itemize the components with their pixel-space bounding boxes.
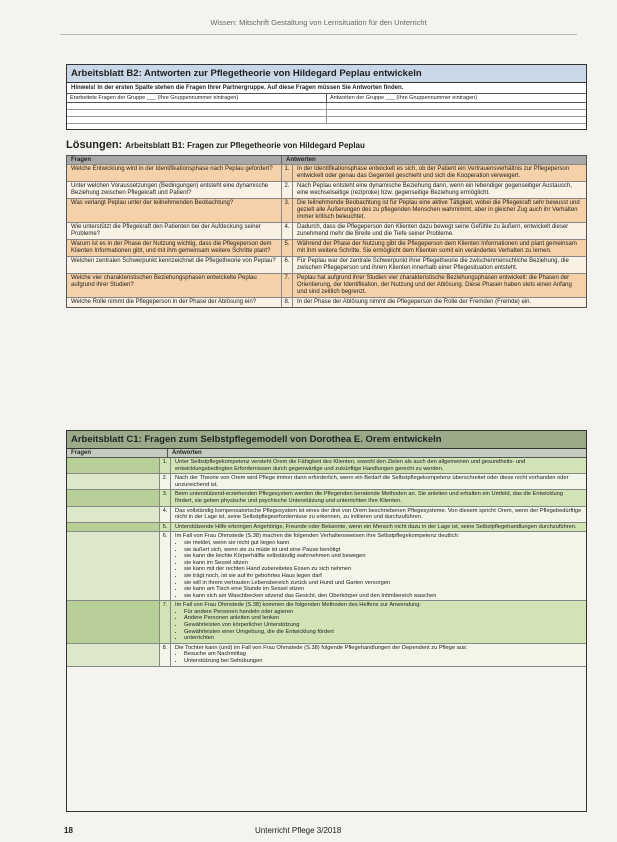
blank-question-cell — [67, 601, 160, 643]
worksheet-b2-hint: Hinweis! In der ersten Spalte stehen die Fragen Ihrer Partnergruppe. Auf diese Fragen müssen Sie Antworten finden. — [71, 85, 404, 91]
list-item: • sie trägt noch, ist sie auf ihr gebohrtes Haus legen darf — [184, 573, 582, 580]
list-item: • Gewährleisten einer Umgebung, die die Entwicklung fördert — [184, 629, 582, 636]
table-row — [67, 297, 586, 307]
table-row — [67, 523, 586, 533]
answer-number: 4. — [282, 223, 293, 239]
worksheet-b2-title: Arbeitsblatt B2: Antworten zur Pflegetheorie von Hildegard Peplau entwickeln — [67, 65, 586, 83]
answer-number: 7. — [282, 274, 293, 297]
worksheet-b2-col-questions: Erarbeitete Fragen der Gruppe ___ (Ihre Gruppennummer eintragen) — [67, 94, 327, 102]
answer-number: 2. — [160, 474, 171, 489]
table-row — [67, 490, 586, 506]
table-row — [67, 507, 586, 523]
answer-number: 1. — [160, 458, 171, 473]
answer-cell: Nach Peplau entsteht eine dynamische Beziehung dann, wenn ein lebendiger gegenseitiger Austausch, eine wechselseitige (reziproke) bzw. gegenseitige Beziehung ermöglicht. — [297, 183, 572, 196]
answer-number: 1. — [282, 165, 293, 181]
question-cell: Welchen zentralen Schwerpunkt kennzeichnet die Pflegetheorie von Peplau? — [67, 257, 282, 273]
solutions-table — [66, 155, 587, 308]
answer-number: 3. — [160, 490, 171, 505]
worksheet-c1 — [66, 430, 587, 812]
list-item: • sie will in ihrem vertrauten Lebensbereich zurück und Hund und Garten versorgen — [184, 580, 582, 587]
table-row — [67, 198, 586, 222]
answer-number: 5. — [282, 240, 293, 256]
list-item: • Gewährleisten von körperlicher Unterstützung — [184, 622, 582, 629]
blank-question-cell — [67, 523, 160, 532]
blank-question-cell — [67, 474, 160, 489]
running-header: Wissen: Mitschrift Gestaltung von Lernsituation für den Unterricht — [210, 18, 427, 27]
list-item: • Andere Personen anleiten und lenken — [184, 615, 582, 622]
blank-question-cell — [67, 458, 160, 473]
answer-number: 6. — [282, 257, 293, 273]
answer-cell: Dadurch, dass die Pflegeperson den Klienten dazu bewegt seine Gefühle zu äußern, entwickelt dieser zunehmend mehr die Breite und die Tiefe seiner Probleme. — [297, 224, 569, 237]
list-item: • unterrichten — [184, 635, 582, 642]
answer-number: 5. — [160, 523, 171, 532]
answer-text: Unterstützende Hilfe erbringen Angehörige, Freunde oder Bekannte, wenn ein Mensch nicht dazu in der Lage ist, seine Selbstpflegehandlungen durchzuführen. — [175, 523, 577, 530]
answer-cell: In der Identifikationsphase entwickelt es sich, ob der Patient ein Vertrauensverhältnis zur Pflegeperson entwickelt oder genau das Gegenteil geschieht und sich die Kooperation verweigert. — [297, 166, 570, 179]
question-cell: Unter welchen Voraussetzungen (Bedingungen) entsteht eine dynamische Beziehung zwischen Pflegekraft und Patient? — [67, 182, 282, 198]
worksheet-b2-blank-row — [67, 110, 586, 117]
list-item: • sie kann die leichte Körperhälfte selbständig wahrnehmen und bewegen — [184, 553, 582, 560]
question-cell: Welche Rolle nimmt die Pflegeperson in der Phase der Ablösung ein? — [67, 298, 282, 307]
worksheet-b2-header — [67, 93, 586, 103]
answer-cell: Die teilnehmende Beobachtung ist für Peplau eine aktive Tätigkeit, wobei die Pflegekraft sehr bewusst und gezielt alle Äußerungen des zu pflegenden Menschen wahrnimmt, aber in gleicher Zug auch ihr Verhalten immer kritisch beleuchtet. — [297, 200, 580, 220]
worksheet-c1-header — [67, 449, 586, 458]
question-cell: Welche vier charakteristischen Beziehungsphasen entwickelte Peplau aufgrund ihrer Studien? — [67, 274, 282, 297]
list-item: • Unterstützung bei Sehübungen — [184, 658, 582, 665]
answer-number: 3. — [282, 199, 293, 222]
table-row — [67, 222, 586, 239]
answer-text: Unter Selbstpflegekompetenz versteht Orem die Fähigkeit des Klienten, sowohl den Zielen als auch den allgemeinen und gesundheits- und entwicklungsbedingten Erfordernissen durch gegenwärtige und zukünftige Handlungen gerecht zu werden. — [175, 459, 526, 472]
solutions-title — [66, 139, 365, 151]
worksheet-c1-title: Arbeitsblatt C1: Fragen zum Selbstpflegemodell von Dorothea E. Orem entwickeln — [67, 431, 586, 449]
list-item: • sie meldet, wenn sie nicht gut liegen kann — [184, 540, 582, 547]
answer-number: 2. — [282, 182, 293, 198]
answer-cell: Während der Phase der Nutzung gibt die Pflegeperson dem Klienten Informationen und plant gemeinsam mit ihm weitere Schritte. Sie ermöglicht dem Klienten somit ein verändertes Verhalten zu lernen. — [297, 241, 577, 254]
answer-cell — [171, 490, 586, 505]
table-row — [67, 644, 586, 667]
table-row — [67, 474, 586, 490]
answer-cell — [171, 601, 586, 643]
list-item: • Besuche am Nachmittag — [184, 651, 582, 658]
answer-number: 7. — [160, 601, 171, 643]
list-item: • sie kann mit der rechten Hand zubereitetes Essen zu sich nehmen — [184, 566, 582, 573]
worksheet-c1-col-questions: Fragen — [67, 449, 168, 457]
list-item: • sie kann im Sessel sitzen — [184, 560, 582, 567]
list-item: • Für andere Personen handeln oder agieren — [184, 609, 582, 616]
worksheet-b2-blank-row — [67, 117, 586, 124]
table-row — [67, 256, 586, 273]
answer-cell: Für Peplau war der zentrale Schwerpunkt ihrer Pflegetheorie die zwischenmenschliche Beziehung, die zwischen Pflegeperson und ihrem Klienten innerhalb einer Pflegesituation entsteht. — [297, 258, 569, 271]
blank-question-cell — [67, 490, 160, 505]
answer-cell: Peplau hat aufgrund ihrer Studien vier charakteristische Beziehungsphasen entwickelt: die Phasen der Orientierung, der Identifikation, der Nutzung und der Ablösung. Diese Phasen haben stets einen Anfang und sind zeitlich begrenzt. — [297, 275, 572, 295]
answer-cell — [171, 644, 586, 666]
table-row — [67, 164, 586, 181]
table-row — [67, 601, 586, 644]
journal-footer: Unterricht Pflege 3/2018 — [255, 826, 342, 835]
answer-cell — [171, 474, 586, 489]
answer-bullet-list — [175, 540, 582, 599]
worksheet-b2-blank-row — [67, 103, 586, 110]
table-row — [67, 273, 586, 297]
answer-number: 4. — [160, 507, 171, 522]
answer-cell — [171, 458, 586, 473]
table-row — [67, 181, 586, 198]
question-cell: Was verlangt Peplau unter der teilnehmenden Beobachtung? — [67, 199, 282, 222]
blank-question-cell — [67, 532, 160, 600]
list-item: • sie äußert sich, wenn sie zu müde ist und eine Pause benötigt — [184, 547, 582, 554]
answer-cell: In der Phase der Ablösung nimmt die Pflegeperson die Rolle der Fremden (Fremde) ein. — [297, 299, 532, 305]
answer-number: 8. — [282, 298, 293, 307]
question-cell: Wie unterstützt die Pflegekraft den Patienten bei der Aufdeckung seiner Probleme? — [67, 223, 282, 239]
answer-text: Nach der Theorie von Orem wird Pflege immer dann erforderlich, wenn ein Bedarf die Selbstpflegekompetenz überschreitet oder diese nicht vorhanden oder unzureichend ist. — [175, 475, 569, 488]
list-item: • sie kann sich am Waschbecken sitzend das Gesicht, den Oberkörper und den Intimbereich waschen — [184, 593, 582, 600]
answer-text: Im Fall von Frau Ohmstede (S.38) machen die folgenden Verhaltensweisen ihre Selbstpflegekompetenz deutlich: — [175, 533, 460, 540]
worksheet-c1-col-answers: Antworten — [172, 450, 202, 456]
answer-bullet-list — [175, 651, 582, 664]
answer-number: 8. — [160, 644, 171, 666]
blank-question-cell — [67, 507, 160, 522]
answer-number: 6. — [160, 532, 171, 600]
worksheet-b2 — [66, 64, 587, 130]
blank-question-cell — [67, 644, 160, 666]
answer-text: Das vollständig kompensatorische Pflegesystem ist eines der drei von Orem beschriebenen Pflegesysteme. Von diesem spricht Orem, wenn der Pflegebedürftige nicht in der Lage ist, seine Selbstpflegeerfordernisse zu erkennen, zu initiieren und durchzuführen. — [175, 507, 582, 521]
question-cell: Warum ist es in der Phase der Nutzung wichtig, dass die Pflegeperson dem Klienten Informationen gibt, und mit ihm gemeinsam weitere Schritte plant? — [67, 240, 282, 256]
solutions-table-header — [67, 156, 586, 164]
answer-cell — [171, 507, 586, 522]
answer-text: Beim unterstützend-erziehenden Pflegesystem werden die Pflegenden beratende Methoden an. Sie anleiten und erhalten ein Umfeld, das die Entwicklung fördert, sie geben physische und psychische Unterstützung und unterrichten Ihre Klienten. — [175, 491, 563, 504]
solutions-col-questions: Fragen — [67, 156, 282, 164]
table-row — [67, 458, 586, 474]
question-cell: Welche Entwicklung wird in der Identifikationsphase nach Peplau gefordert? — [67, 165, 282, 181]
solutions-label: Lösungen: — [66, 139, 123, 151]
answer-text: Die Tochter kann (und) im Fall von Frau Ohmstede (S.38) folgende Pflegehandlungen der Dependent zu Pflege aus: — [175, 644, 468, 651]
answer-cell — [171, 523, 586, 532]
table-row — [67, 532, 586, 601]
header-rule — [60, 34, 577, 35]
page-number: 18 — [64, 826, 73, 835]
list-item: • sie kann am Tisch eine Stunde im Sessel sitzen — [184, 586, 582, 593]
answer-cell — [171, 532, 586, 600]
worksheet-b2-col-answers: Antworten der Gruppe ___ (Ihre Gruppennummer eintragen) — [330, 95, 478, 101]
answer-bullet-list — [175, 609, 582, 642]
solutions-col-answers: Antworten — [286, 157, 316, 163]
table-row — [67, 239, 586, 256]
answer-text: Im Fall von Frau Ohmstede (S.38) kommen die folgenden Methoden des Helfens zur Anwendung: — [175, 602, 421, 609]
solutions-subtitle: Arbeitsblatt B1: Fragen zur Pflegetheorie von Hildegard Peplau — [125, 141, 365, 150]
